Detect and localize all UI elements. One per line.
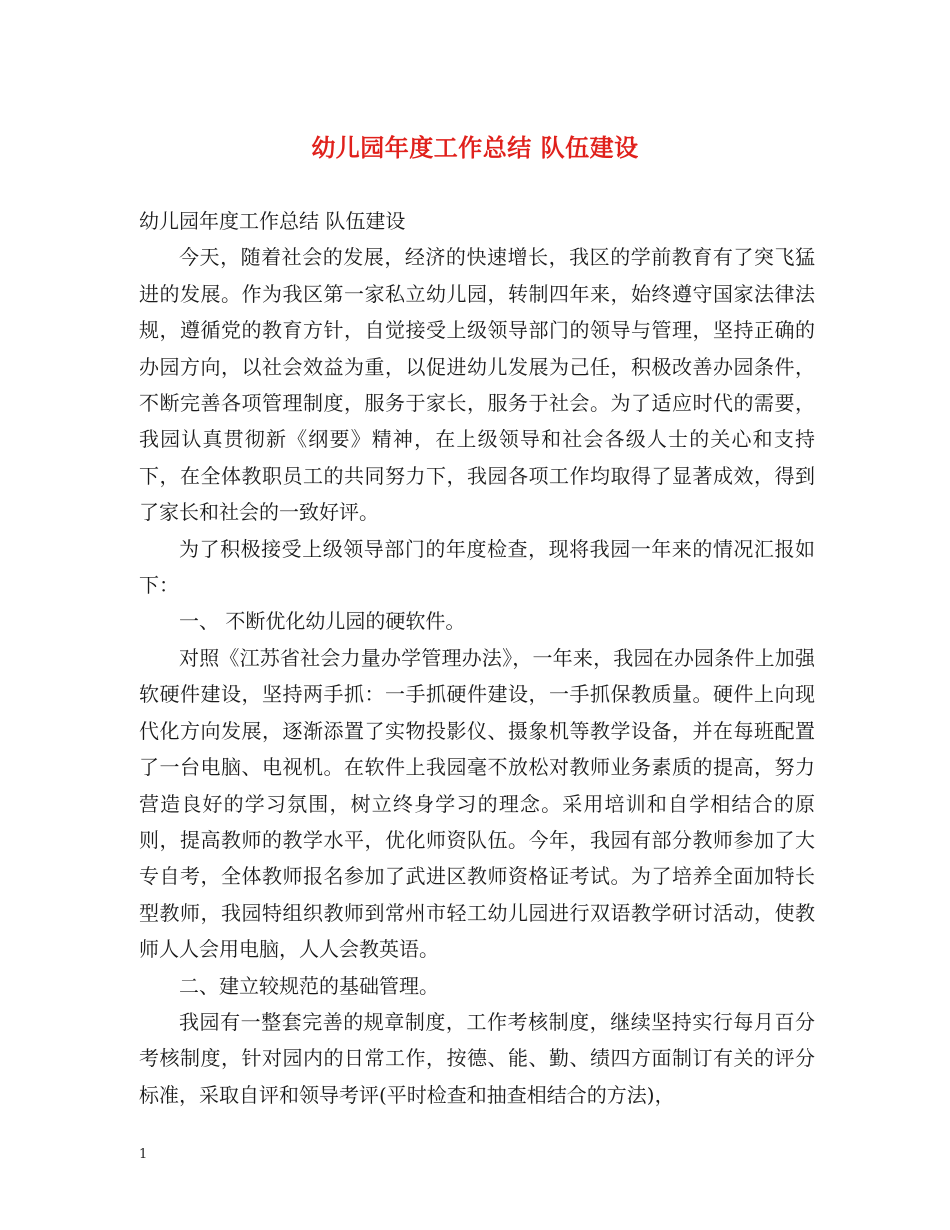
- document-title: 幼儿园年度工作总结 队伍建设: [311, 133, 639, 162]
- section-heading-2: 二、建立较规范的基础管理。: [179, 973, 439, 998]
- section-heading-1: 一、 不断优化幼儿园的硬软件。: [179, 609, 466, 634]
- document-body: [139, 203, 815, 1113]
- section-1-paragraph: 对照《江苏省社会力量办学管理办法》，一年来，我园在办园条件上加强软硬件建设，坚持两手抓：一手抓硬件建设，一手抓保教质量。硬件上向现代化方向发展，逐渐添置了实物投影仪、摄象机等教学设备，并在每班配置了一台电脑、电视机。在软件上我园毫不放松对教师业务素质的提高，努力营造良好的学习氛围，树立终身学习的理念。采用培训和自学相结合的原则，提高教师的教学水平，优化师资队伍。今年，我园有部分教师参加了大专自考，全体教师报名参加了武进区教师资格证考试。为了培养全面加特长型教师，我园特组织教师到常州市轻工幼儿园进行双语教学研讨活动，使教师人人会用电脑，人人会教英语。: [139, 645, 815, 962]
- report-intro-paragraph: 为了积极接受上级领导部门的年度检查，现将我园一年来的情况汇报如下：: [139, 536, 815, 598]
- subtitle-paragraph: 幼儿园年度工作总结 队伍建设: [139, 209, 406, 233]
- section-2-paragraph: 我园有一整套完善的规章制度，工作考核制度，继续坚持实行每月百分考核制度，针对园内的日常工作，按德、能、勤、绩四方面制订有关的评分标准，采取自评和领导考评(平时检查和抽查相结合的方法)，: [139, 1009, 815, 1107]
- intro-paragraph: 今天，随着社会的发展，经济的快速增长，我区的学前教育有了突飞猛进的发展。作为我区第一家私立幼儿园，转制四年来，始终遵守国家法律法规，遵循党的教育方针，自觉接受上级领导部门的领导与管理，坚持正确的办园方向，以社会效益为重，以促进幼儿发展为己任，积极改善办园条件，不断完善各项管理制度，服务于家长，服务于社会。为了适应时代的需要，我园认真贯彻新《纲要》精神，在上级领导和社会各级人士的关心和支持下，在全体教职员工的共同努力下，我园各项工作均取得了显著成效，得到了家长和社会的一致好评。: [139, 245, 815, 525]
- page-number: 1: [139, 1147, 148, 1162]
